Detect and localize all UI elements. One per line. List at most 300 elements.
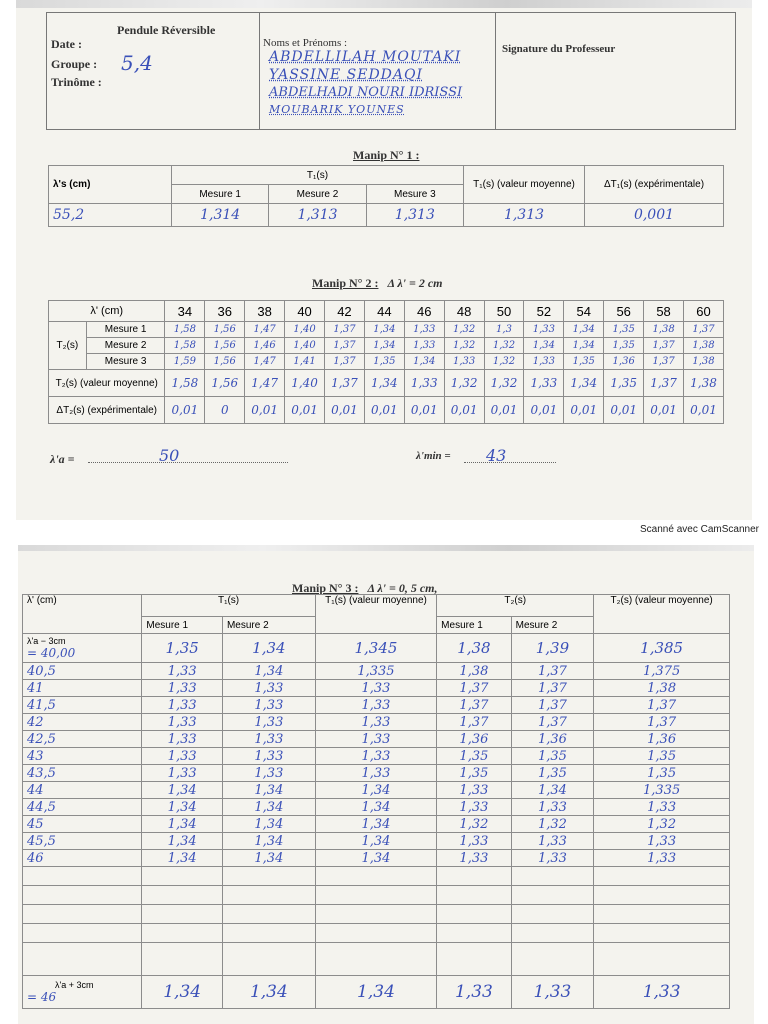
empty-cell bbox=[437, 905, 511, 924]
manip2-title-row bbox=[312, 276, 443, 291]
m2-value-cell: 1,37 bbox=[325, 354, 365, 370]
manip3-table bbox=[22, 594, 730, 1009]
name-1: ABDELLILAH MOUTAKI bbox=[269, 49, 462, 65]
m2-value-cell: 1,47 bbox=[245, 322, 285, 338]
m2-value-cell: 1,38 bbox=[684, 338, 724, 354]
empty-cell bbox=[23, 886, 142, 905]
m3-value-cell: 1,375 bbox=[594, 663, 730, 680]
m3-lambda-cell: 43 bbox=[23, 748, 142, 765]
date-label: Date : bbox=[51, 37, 82, 51]
m2-label-T2: T₂(s) bbox=[49, 322, 87, 370]
m2-row-delta bbox=[49, 397, 724, 424]
lambda-min-line bbox=[464, 462, 556, 463]
m2-lambda-cell: 56 bbox=[604, 301, 644, 322]
m3-value-cell: 1,34 bbox=[315, 782, 436, 799]
m3-value-cell: 1,39 bbox=[511, 634, 594, 663]
table-row bbox=[23, 634, 730, 663]
m3-value-cell: 1,33 bbox=[511, 850, 594, 867]
empty-cell bbox=[511, 905, 594, 924]
m2-lambda-cell: 42 bbox=[325, 301, 365, 322]
manip2-step: Δ λ' = 2 cm bbox=[387, 276, 443, 290]
table-row bbox=[23, 850, 730, 867]
empty-cell bbox=[23, 905, 142, 924]
name-2: YASSINE SEDDAQI bbox=[269, 67, 424, 83]
m2-mean-cell: 1,33 bbox=[404, 370, 444, 397]
m2-value-cell: 1,40 bbox=[285, 338, 325, 354]
m1-mean: 1,313 bbox=[464, 204, 585, 227]
m3-value-cell: 1,34 bbox=[142, 782, 223, 799]
m1-delta: 0,001 bbox=[585, 204, 724, 227]
m2-value-cell: 1,37 bbox=[684, 322, 724, 338]
empty-cell bbox=[222, 905, 315, 924]
form-title: Pendule Réversible bbox=[117, 23, 216, 37]
m2-mean-cell: 1,47 bbox=[245, 370, 285, 397]
m3-value-cell: 1,33 bbox=[594, 833, 730, 850]
m3-value-cell: 1,34 bbox=[222, 663, 315, 680]
m1-m1: 1,314 bbox=[172, 204, 269, 227]
m2-value-cell: 1,35 bbox=[604, 338, 644, 354]
m2-delta-cell: 0,01 bbox=[644, 397, 684, 424]
empty-cell bbox=[437, 867, 511, 886]
m3-col-T1: T₁(s) bbox=[142, 595, 315, 617]
m2-lambda-cell: 36 bbox=[205, 301, 245, 322]
m3-value-cell: 1,33 bbox=[142, 680, 223, 697]
m3-lambda-cell: 45 bbox=[23, 816, 142, 833]
m3-value-cell: 1,33 bbox=[437, 850, 511, 867]
table-row bbox=[23, 799, 730, 816]
m3-value-cell: 1,33 bbox=[511, 833, 594, 850]
m3-value-cell: 1,37 bbox=[437, 697, 511, 714]
m2-value-cell: 1,32 bbox=[444, 338, 484, 354]
m2-lambda-cell: 44 bbox=[364, 301, 404, 322]
m3-value-cell: 1,35 bbox=[511, 765, 594, 782]
scanned-page-1 bbox=[16, 0, 752, 520]
m2-lambda-cell: 58 bbox=[644, 301, 684, 322]
manip1-title: Manip N° 1 : bbox=[353, 148, 420, 162]
m3-col-T2-mean: T₂(s) (valeur moyenne) bbox=[594, 595, 730, 634]
m3-value-cell: 1,33 bbox=[315, 748, 436, 765]
header-names-cell bbox=[259, 13, 496, 129]
m3-value-cell: 1,33 bbox=[315, 697, 436, 714]
m2-lambda-cell: 54 bbox=[564, 301, 604, 322]
m2-value-cell: 1,35 bbox=[564, 354, 604, 370]
m2-mean-cell: 1,33 bbox=[524, 370, 564, 397]
m3-col-lambda: λ' (cm) bbox=[23, 595, 142, 634]
m2-value-cell: 1,35 bbox=[604, 322, 644, 338]
m3-value-cell: 1,33 bbox=[315, 765, 436, 782]
m2-delta-cell: 0,01 bbox=[165, 397, 205, 424]
m2-value-cell: 1,34 bbox=[564, 322, 604, 338]
empty-cell bbox=[142, 886, 223, 905]
m1-col-m3: Mesure 3 bbox=[366, 185, 463, 204]
m3-header-row-1 bbox=[23, 595, 730, 617]
m2-value-cell: 1,33 bbox=[524, 354, 564, 370]
m1-col-lambda: λ's (cm) bbox=[49, 166, 172, 204]
m2-value-cell: 1,34 bbox=[364, 338, 404, 354]
m2-value-cell: 1,46 bbox=[245, 338, 285, 354]
m2-row-m1 bbox=[49, 322, 724, 338]
empty-cell bbox=[315, 886, 436, 905]
m3-value-cell: 1,33 bbox=[594, 799, 730, 816]
m3-value-cell: 1,36 bbox=[594, 731, 730, 748]
lambda-a-label: λ'a = bbox=[50, 452, 75, 466]
m3-value-cell: 1,37 bbox=[511, 680, 594, 697]
m2-row-m2 bbox=[49, 338, 724, 354]
table-row bbox=[23, 663, 730, 680]
empty-cell bbox=[315, 924, 436, 943]
group-label: Groupe : bbox=[51, 57, 98, 71]
m2-label-m2: Mesure 2 bbox=[86, 338, 165, 354]
m3-value-cell: 1,37 bbox=[437, 680, 511, 697]
m3-value-cell: 1,33 bbox=[142, 697, 223, 714]
m2-mean-cell: 1,56 bbox=[205, 370, 245, 397]
m3-lambda-cell: 45,5 bbox=[23, 833, 142, 850]
empty-cell bbox=[594, 867, 730, 886]
empty-cell bbox=[511, 943, 594, 976]
m2-row-m3 bbox=[49, 354, 724, 370]
m3-value-cell: 1,38 bbox=[594, 680, 730, 697]
empty-cell bbox=[142, 924, 223, 943]
empty-cell bbox=[222, 924, 315, 943]
m3-final-cell: 1,34 bbox=[142, 976, 223, 1009]
m3-value-cell: 1,34 bbox=[222, 850, 315, 867]
empty-row bbox=[23, 905, 730, 924]
m2-label-m3: Mesure 3 bbox=[86, 354, 165, 370]
names-label: Noms et Prénoms : bbox=[263, 37, 348, 49]
m2-value-cell: 1,37 bbox=[644, 354, 684, 370]
m2-value-cell: 1,33 bbox=[404, 322, 444, 338]
m2-delta-cell: 0,01 bbox=[444, 397, 484, 424]
m2-delta-cell: 0,01 bbox=[604, 397, 644, 424]
empty-cell bbox=[315, 867, 436, 886]
m3-first-label: λ'a − 3cm bbox=[27, 636, 66, 646]
trinome-label: Trinôme : bbox=[51, 75, 102, 89]
empty-cell bbox=[315, 943, 436, 976]
m1-m3: 1,313 bbox=[366, 204, 463, 227]
m1-col-delta: ΔT₁(s) (expérimentale) bbox=[585, 166, 724, 204]
m2-delta-cell: 0,01 bbox=[524, 397, 564, 424]
m2-value-cell: 1,56 bbox=[205, 338, 245, 354]
m3-lambda-cell: 42,5 bbox=[23, 731, 142, 748]
m3-value-cell: 1,34 bbox=[222, 782, 315, 799]
m3-value-cell: 1,37 bbox=[594, 714, 730, 731]
m3-lambda-cell: 44 bbox=[23, 782, 142, 799]
empty-cell bbox=[222, 867, 315, 886]
m2-lambda-cell: 60 bbox=[684, 301, 724, 322]
m3-lambda-cell: 46 bbox=[23, 850, 142, 867]
m2-mean-cell: 1,34 bbox=[364, 370, 404, 397]
empty-cell bbox=[511, 867, 594, 886]
empty-cell bbox=[437, 886, 511, 905]
empty-cell bbox=[594, 905, 730, 924]
table-row bbox=[23, 680, 730, 697]
m3-value-cell: 1,34 bbox=[222, 833, 315, 850]
m3-value-cell: 1,34 bbox=[222, 816, 315, 833]
m2-delta-cell: 0,01 bbox=[364, 397, 404, 424]
m3-final-cell: 1,33 bbox=[511, 976, 594, 1009]
m2-value-cell: 1,34 bbox=[524, 338, 564, 354]
m2-delta-cell: 0,01 bbox=[404, 397, 444, 424]
lambda-min-value: 43 bbox=[486, 446, 507, 465]
m2-value-cell: 1,32 bbox=[484, 338, 524, 354]
m2-value-cell: 1,38 bbox=[684, 354, 724, 370]
m3-col-T2: T₂(s) bbox=[437, 595, 594, 617]
empty-cell bbox=[23, 924, 142, 943]
m2-value-cell: 1,37 bbox=[644, 338, 684, 354]
m3-value-cell: 1,35 bbox=[437, 765, 511, 782]
m3-value-cell: 1,33 bbox=[142, 731, 223, 748]
m3-value-cell: 1,38 bbox=[437, 663, 511, 680]
empty-cell bbox=[142, 905, 223, 924]
m3-final-cell: 1,34 bbox=[222, 976, 315, 1009]
m2-value-cell: 1,40 bbox=[285, 322, 325, 338]
m2-value-cell: 1,32 bbox=[484, 354, 524, 370]
m2-lambda-cell: 48 bbox=[444, 301, 484, 322]
page-edge-strip bbox=[16, 0, 752, 8]
m3-value-cell: 1,33 bbox=[437, 799, 511, 816]
m3-value-cell: 1,33 bbox=[315, 680, 436, 697]
m2-row-mean bbox=[49, 370, 724, 397]
m2-value-cell: 1,3 bbox=[484, 322, 524, 338]
header-left-cell bbox=[47, 13, 260, 129]
m2-lambda-cell: 40 bbox=[285, 301, 325, 322]
empty-row bbox=[23, 886, 730, 905]
m2-value-cell: 1,58 bbox=[165, 338, 205, 354]
manip3-title: Manip N° 3 : bbox=[292, 581, 359, 595]
table-row bbox=[23, 731, 730, 748]
empty-row bbox=[23, 924, 730, 943]
m2-value-cell: 1,32 bbox=[444, 322, 484, 338]
m3-value-cell: 1,35 bbox=[142, 634, 223, 663]
m2-value-cell: 1,36 bbox=[604, 354, 644, 370]
m3-value-cell: 1,33 bbox=[142, 663, 223, 680]
m2-value-cell: 1,34 bbox=[564, 338, 604, 354]
m3-value-cell: 1,34 bbox=[142, 850, 223, 867]
m2-delta-cell: 0,01 bbox=[245, 397, 285, 424]
m3-value-cell: 1,33 bbox=[222, 765, 315, 782]
m2-label-delta: ΔT₂(s) (expérimentale) bbox=[49, 397, 165, 424]
m2-label-m1: Mesure 1 bbox=[86, 322, 165, 338]
m2-delta-cell: 0,01 bbox=[484, 397, 524, 424]
m3-value-cell: 1,33 bbox=[222, 680, 315, 697]
m3-col-T1-m2: Mesure 2 bbox=[222, 617, 315, 634]
m3-value-cell: 1,33 bbox=[222, 697, 315, 714]
m2-value-cell: 1,38 bbox=[644, 322, 684, 338]
m2-mean-cell: 1,37 bbox=[644, 370, 684, 397]
m3-last-label: λ'a + 3cm bbox=[55, 980, 94, 990]
m3-final-cell: 1,33 bbox=[594, 976, 730, 1009]
manip2-table bbox=[48, 300, 724, 424]
m3-value-cell: 1,37 bbox=[511, 714, 594, 731]
m3-value-cell: 1,37 bbox=[594, 697, 730, 714]
m2-delta-cell: 0,01 bbox=[684, 397, 724, 424]
m2-mean-cell: 1,58 bbox=[165, 370, 205, 397]
m3-value-cell: 1,33 bbox=[511, 799, 594, 816]
m3-final-cell: 1,33 bbox=[437, 976, 511, 1009]
manip2-title: Manip N° 2 : bbox=[312, 276, 379, 290]
m2-value-cell: 1,58 bbox=[165, 322, 205, 338]
m3-value-cell: 1,34 bbox=[222, 634, 315, 663]
empty-cell bbox=[222, 943, 315, 976]
empty-cell bbox=[594, 924, 730, 943]
m3-col-T2-m2: Mesure 2 bbox=[511, 617, 594, 634]
empty-cell bbox=[315, 905, 436, 924]
empty-cell bbox=[142, 867, 223, 886]
m3-value-cell: 1,33 bbox=[437, 782, 511, 799]
empty-cell bbox=[511, 924, 594, 943]
m3-value-cell: 1,33 bbox=[142, 748, 223, 765]
m3-value-cell: 1,33 bbox=[222, 714, 315, 731]
m3-value-cell: 1,34 bbox=[142, 816, 223, 833]
m3-first-value: = 40,00 bbox=[27, 646, 76, 660]
m2-lambda-cell: 52 bbox=[524, 301, 564, 322]
m3-final-cell: 1,34 bbox=[315, 976, 436, 1009]
m2-value-cell: 1,37 bbox=[325, 338, 365, 354]
name-3: ABDELHADI NOURI IDRISSI bbox=[269, 85, 463, 100]
empty-cell bbox=[594, 886, 730, 905]
empty-cell bbox=[222, 886, 315, 905]
m2-lambda-cell: 46 bbox=[404, 301, 444, 322]
m3-value-cell: 1,38 bbox=[437, 634, 511, 663]
manip3-step: Δ λ' = 0, 5 cm, bbox=[367, 581, 438, 595]
m2-value-cell: 1,33 bbox=[524, 322, 564, 338]
m2-value-cell: 1,56 bbox=[205, 354, 245, 370]
m1-col-m2: Mesure 2 bbox=[269, 185, 366, 204]
m3-first-lambda bbox=[23, 634, 142, 663]
empty-cell bbox=[23, 943, 142, 976]
m3-value-cell: 1,34 bbox=[315, 833, 436, 850]
m1-col-T1: T₁(s) bbox=[172, 166, 464, 185]
m3-final-row bbox=[23, 976, 730, 1009]
m2-mean-cell: 1,38 bbox=[684, 370, 724, 397]
m2-lambda-cell: 34 bbox=[165, 301, 205, 322]
m3-lambda-cell: 40,5 bbox=[23, 663, 142, 680]
m3-value-cell: 1,33 bbox=[315, 714, 436, 731]
m3-value-cell: 1,33 bbox=[222, 748, 315, 765]
manip1-table bbox=[48, 165, 724, 227]
empty-row bbox=[23, 943, 730, 976]
m3-value-cell: 1,32 bbox=[594, 816, 730, 833]
m3-last-value: = 46 bbox=[27, 990, 57, 1004]
m3-value-cell: 1,34 bbox=[142, 833, 223, 850]
table-row bbox=[23, 748, 730, 765]
m2-value-cell: 1,37 bbox=[325, 322, 365, 338]
m3-value-cell: 1,34 bbox=[315, 816, 436, 833]
header-box bbox=[46, 12, 736, 130]
m3-value-cell: 1,35 bbox=[511, 748, 594, 765]
m2-mean-cell: 1,34 bbox=[564, 370, 604, 397]
table-row bbox=[23, 816, 730, 833]
m3-value-cell: 1,34 bbox=[511, 782, 594, 799]
m2-label-lambda: λ' (cm) bbox=[49, 301, 165, 322]
m3-value-cell: 1,33 bbox=[142, 714, 223, 731]
table-row bbox=[23, 714, 730, 731]
m3-value-cell: 1,34 bbox=[222, 799, 315, 816]
m2-value-cell: 1,33 bbox=[444, 354, 484, 370]
m2-delta-cell: 0,01 bbox=[325, 397, 365, 424]
header-signature-cell bbox=[496, 13, 735, 129]
m2-mean-cell: 1,32 bbox=[444, 370, 484, 397]
m2-value-cell: 1,41 bbox=[285, 354, 325, 370]
m2-delta-cell: 0 bbox=[205, 397, 245, 424]
m3-last-lambda bbox=[23, 976, 142, 1009]
m3-value-cell: 1,37 bbox=[437, 714, 511, 731]
m3-value-cell: 1,33 bbox=[222, 731, 315, 748]
lambda-a-line bbox=[88, 462, 288, 463]
scanner-watermark: Scanné avec CamScanner bbox=[640, 524, 759, 535]
m3-value-cell: 1,335 bbox=[594, 782, 730, 799]
m3-lambda-cell: 44,5 bbox=[23, 799, 142, 816]
m3-col-T2-m1: Mesure 1 bbox=[437, 617, 511, 634]
m2-mean-cell: 1,37 bbox=[325, 370, 365, 397]
m1-col-mean: T₁(s) (valeur moyenne) bbox=[464, 166, 585, 204]
table-row bbox=[23, 782, 730, 799]
m2-mean-cell: 1,35 bbox=[604, 370, 644, 397]
m1-m2: 1,313 bbox=[269, 204, 366, 227]
m2-label-mean: T₂(s) (valeur moyenne) bbox=[49, 370, 165, 397]
m3-value-cell: 1,32 bbox=[511, 816, 594, 833]
empty-cell bbox=[142, 943, 223, 976]
m3-value-cell: 1,33 bbox=[315, 731, 436, 748]
m3-value-cell: 1,385 bbox=[594, 634, 730, 663]
m3-value-cell: 1,33 bbox=[594, 850, 730, 867]
m3-value-cell: 1,34 bbox=[315, 850, 436, 867]
m2-lambda-cell: 38 bbox=[245, 301, 285, 322]
empty-cell bbox=[23, 867, 142, 886]
m3-value-cell: 1,35 bbox=[594, 748, 730, 765]
group-value: 5,4 bbox=[121, 51, 153, 75]
empty-row bbox=[23, 867, 730, 886]
m1-lambda: 55,2 bbox=[49, 204, 172, 227]
empty-cell bbox=[511, 886, 594, 905]
lambda-a-value: 50 bbox=[159, 446, 180, 465]
m2-mean-cell: 1,32 bbox=[484, 370, 524, 397]
m3-col-T1-mean: T₁(s) (valeur moyenne) bbox=[315, 595, 436, 634]
m2-row-lambda bbox=[49, 301, 724, 322]
m3-lambda-cell: 41 bbox=[23, 680, 142, 697]
m3-value-cell: 1,33 bbox=[437, 833, 511, 850]
m1-col-m1: Mesure 1 bbox=[172, 185, 269, 204]
empty-cell bbox=[437, 924, 511, 943]
m3-value-cell: 1,345 bbox=[315, 634, 436, 663]
m2-value-cell: 1,34 bbox=[404, 354, 444, 370]
m2-value-cell: 1,59 bbox=[165, 354, 205, 370]
m2-value-cell: 1,47 bbox=[245, 354, 285, 370]
m3-value-cell: 1,36 bbox=[511, 731, 594, 748]
m3-value-cell: 1,35 bbox=[437, 748, 511, 765]
table-row bbox=[23, 833, 730, 850]
m3-value-cell: 1,34 bbox=[315, 799, 436, 816]
page-edge-strip bbox=[18, 545, 754, 551]
m3-col-T1-m1: Mesure 1 bbox=[142, 617, 223, 634]
name-4: MOUBARIK YOUNES bbox=[269, 103, 405, 116]
m3-value-cell: 1,37 bbox=[511, 697, 594, 714]
m2-value-cell: 1,33 bbox=[404, 338, 444, 354]
m2-mean-cell: 1,40 bbox=[285, 370, 325, 397]
empty-cell bbox=[437, 943, 511, 976]
m3-lambda-cell: 41,5 bbox=[23, 697, 142, 714]
m2-value-cell: 1,56 bbox=[205, 322, 245, 338]
m3-value-cell: 1,36 bbox=[437, 731, 511, 748]
m2-delta-cell: 0,01 bbox=[285, 397, 325, 424]
table-row bbox=[23, 697, 730, 714]
m3-lambda-cell: 42 bbox=[23, 714, 142, 731]
signature-label: Signature du Professeur bbox=[502, 43, 616, 55]
lambda-min-label: λ'min = bbox=[416, 450, 451, 462]
m2-lambda-cell: 50 bbox=[484, 301, 524, 322]
m3-value-cell: 1,335 bbox=[315, 663, 436, 680]
m3-value-cell: 1,35 bbox=[594, 765, 730, 782]
